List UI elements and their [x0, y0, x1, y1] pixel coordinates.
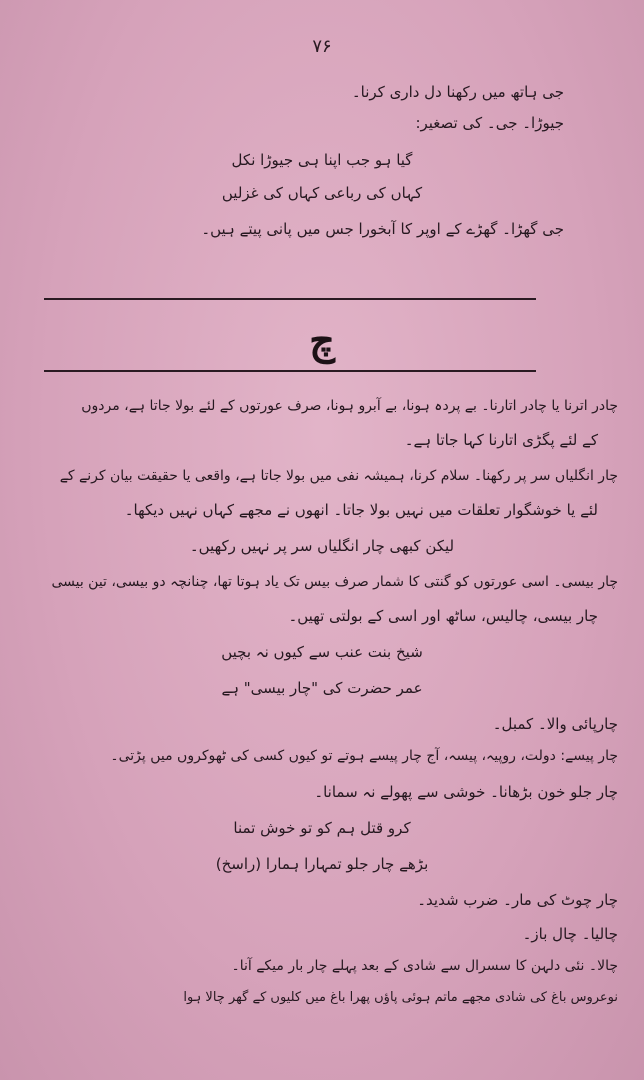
entry-line: لیکن کبھی چار انگلیاں سر پر نہیں رکھیں۔: [189, 537, 455, 555]
divider-bottom: [44, 370, 536, 372]
entry-line: چالیا۔ چال باز۔: [522, 925, 618, 943]
entry-line: چار پیسے: دولت، روپیہ، پیسہ، آج چار پیسے ہوتے تو کیوں کسی کی ٹھوکروں میں پڑتی۔: [110, 748, 618, 764]
verse-line: کہاں کی رباعی کہاں کی غزلیں: [221, 184, 423, 202]
entry-line: لئے یا خوشگوار تعلقات میں نہیں بولا جاتا۔ انھوں نے مجھے کہاں نہیں دیکھا۔: [124, 501, 598, 519]
entry-line: چار بیسی، چالیس، ساٹھ اور اسی کے بولتی تھیں۔: [288, 607, 598, 625]
verse-line: بڑھے چار جلو تمہارا ہمارا (راسخ): [215, 855, 429, 873]
section-letter: چ: [309, 317, 335, 364]
divider-top: [44, 298, 536, 300]
entry-line: چار چوٹ کی مار۔ ضرب شدید۔: [417, 891, 618, 909]
page-number: ۷۶: [312, 36, 332, 57]
entry-line: چار انگلیاں سر پر رکھنا۔ سلام کرنا، ہمیشہ نفی میں بولا جاتا ہے، واقعی یا حقیقت بیان کرنے کے: [59, 468, 618, 484]
entry-line: جی گھڑا۔ گھڑے کے اوپر کا آبخورا جس میں پانی پیتے ہیں۔: [201, 220, 564, 238]
entry-line: چار جلو خون بڑھانا۔ خوشی سے پھولے نہ سمانا۔: [314, 783, 618, 801]
entry-line: چالا۔ نئی دلہن کا سسرال سے شادی کے بعد پہلے چار بار میکے آنا۔: [231, 958, 618, 974]
entry-line: چارپائی والا۔ کمبل۔: [492, 715, 618, 733]
verse-line: عمر حضرت کی "چار بیسی" ہے: [221, 679, 423, 697]
entry-line: جیوڑا۔ جی۔ کی تصغیر:: [415, 114, 564, 132]
entry-line: چادر اترنا یا چادر اتارنا۔ بے پردہ ہونا، بے آبرو ہونا، صرف عورتوں کے لئے بولا جاتا ہے، مردوں: [81, 398, 618, 414]
verse-line: گیا ہو جب اپنا ہی جیوڑا نکل: [231, 151, 413, 169]
verse-line: شیخ بنت عنب سے کیوں نہ بچیں: [221, 643, 423, 661]
entry-line: جی ہاتھ میں رکھنا دل داری کرنا۔: [351, 83, 564, 101]
entry-line: نوعروس باغ کی شادی مجھے ماتم ہوئی پاؤں پھرا باغ میں کلیوں کے گھر چالا ہوا: [183, 990, 618, 1005]
entry-line: چار بیسی۔ اسی عورتوں کو گنتی کا شمار صرف بیس تک یاد ہوتا تھا، چنانچہ دو بیسی، تین بیسی: [51, 574, 618, 590]
entry-line: کے لئے پگڑی اتارنا کہا جاتا ہے۔: [404, 431, 598, 449]
verse-line: کرو قتل ہم کو تو خوش تمنا: [233, 819, 411, 837]
